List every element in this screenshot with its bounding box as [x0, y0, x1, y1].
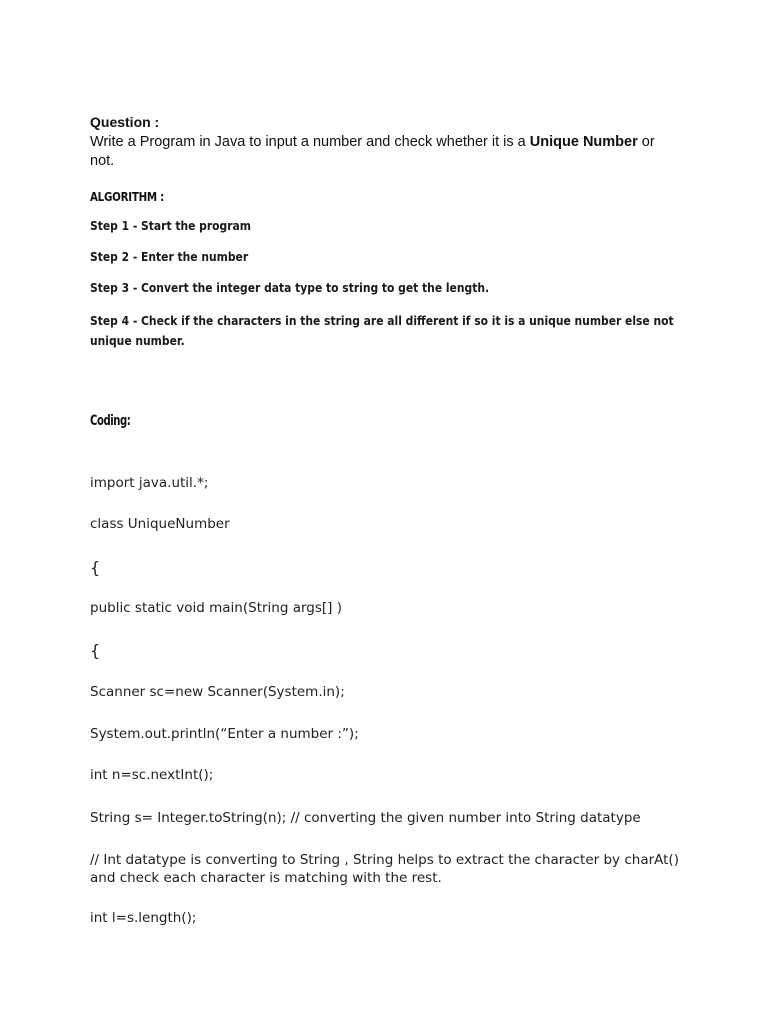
algorithm-step-2: Step 2 - Enter the number — [90, 249, 249, 264]
code-line-9: String s= Integer.toString(n); // converting the given number into String datatype — [90, 810, 641, 826]
code-line-3: { — [90, 558, 101, 577]
code-line-11: int l=s.length(); — [90, 910, 197, 926]
code-line-1: import java.util.*; — [90, 475, 209, 491]
algorithm-step-4: Step 4 - Check if the characters in the string are all different if so it is a unique number else not unique number. — [90, 313, 674, 348]
code-line-10: // Int datatype is converting to String , String helps to extract the character by charAt() and check each character is matching with the rest. — [90, 852, 679, 886]
code-line-7: System.out.println(“Enter a number :”); — [90, 726, 359, 742]
code-line-8: int n=sc.nextInt(); — [90, 767, 214, 783]
question-text-end: or not. — [90, 134, 655, 169]
question-text-bold: Unique Number — [529, 134, 638, 150]
code-line-5: { — [90, 641, 101, 660]
algorithm-step-1: Step 1 - Start the program — [90, 218, 252, 233]
algorithm-step-3: Step 3 - Convert the integer data type to string to get the length. — [90, 280, 490, 295]
question-text-start: Write a Program in Java to input a number and check whether it is a — [90, 134, 530, 150]
question-title: Question : — [90, 114, 160, 130]
code-line-4: public static void main(String args[] ) — [90, 600, 342, 616]
question-text — [90, 133, 680, 171]
code-line-2: class UniqueNumber — [90, 516, 230, 532]
code-line-6: Scanner sc=new Scanner(System.in); — [90, 684, 345, 700]
algorithm-heading: ALGORITHM : — [90, 189, 165, 204]
coding-heading: Coding: — [90, 413, 131, 429]
